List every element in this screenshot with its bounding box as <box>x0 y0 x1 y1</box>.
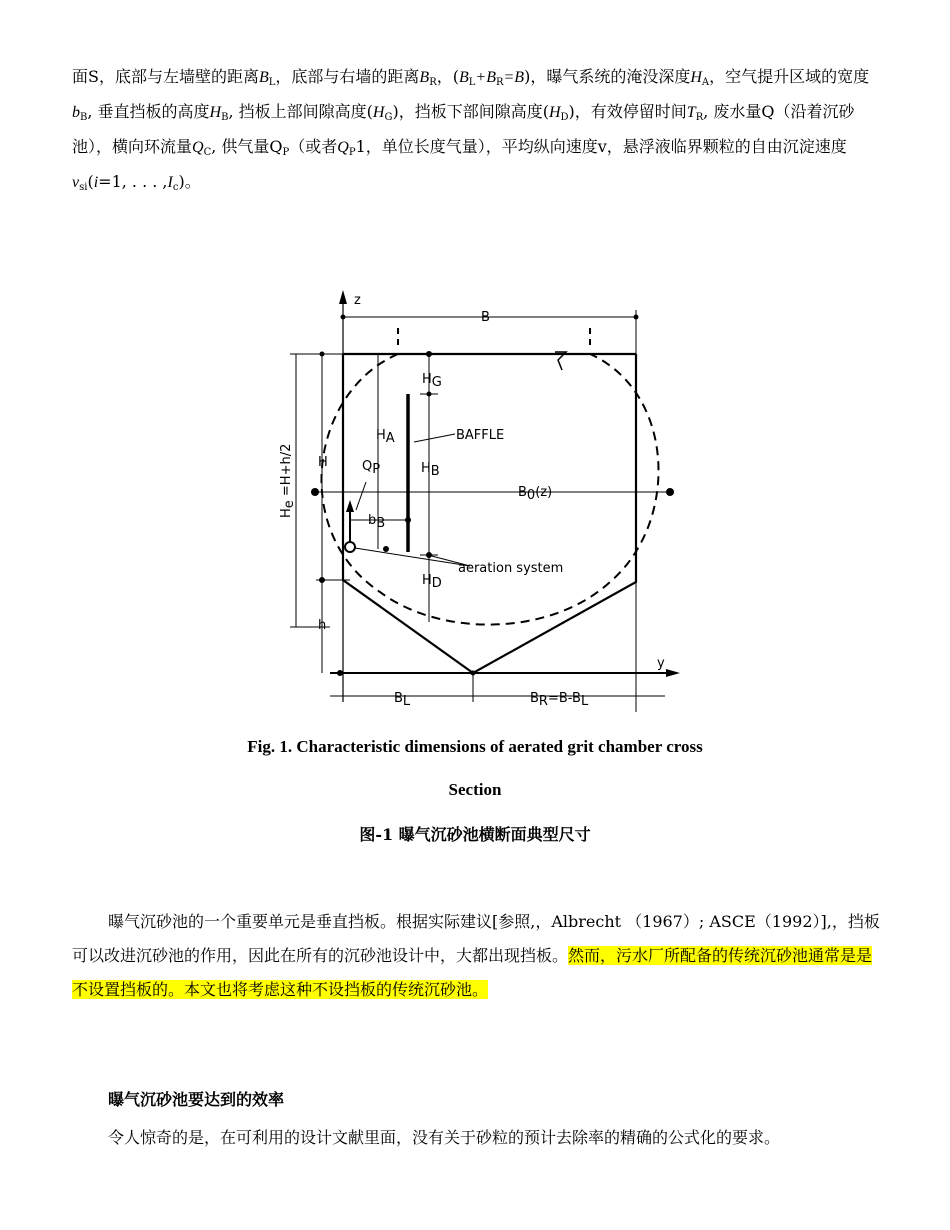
text-run: ，空气提升区域的宽度 <box>709 67 870 86</box>
label-He-sub: e <box>282 500 297 509</box>
text-run: , 挡板上部间隙高度( <box>228 102 373 121</box>
label-z: z <box>354 293 361 308</box>
symbol: Q <box>192 139 204 156</box>
circulation-path <box>321 354 658 625</box>
label-baffle: BAFFLE <box>456 428 505 443</box>
figure-caption-zh: 图-1 曝气沉砂池横断面典型尺寸 <box>359 825 591 844</box>
subscript: P <box>282 147 290 158</box>
highlighted-text: 然而，污水厂所配备的传统沉砂池通常是是不设置挡板的。本文也将考虑这种不设挡板的传统沉砂池。 <box>72 946 873 999</box>
figure-caption-en: Fig. 1. Characteristic dimensions of aerated grit chamber cross <box>247 737 703 756</box>
subscript: R <box>429 77 437 88</box>
label-bB: b <box>368 513 377 528</box>
label-BR-rest-sub: L <box>580 694 589 709</box>
svg-text:HA <box>376 428 395 446</box>
text-run: ( <box>87 172 94 191</box>
label-bB-sub: B <box>376 516 386 531</box>
y-axis-arrow <box>666 669 680 677</box>
subscript: si <box>79 182 88 193</box>
aerator-circle <box>345 542 355 552</box>
symbol: B <box>419 69 430 86</box>
label-QP: Q <box>362 459 373 474</box>
text-run: =1, . . . , <box>98 172 168 191</box>
efficiency-paragraph: 令人惊奇的是，在可利用的设计文献里面，没有关于砂粒的预计去除率的精确的公式化的要求。 <box>108 1128 781 1147</box>
subscript: P <box>348 147 356 158</box>
symbol: =B <box>503 69 525 86</box>
label-BR-rest: =B-B <box>547 691 581 706</box>
symbol: B <box>458 69 469 86</box>
subscript: B <box>80 112 88 123</box>
chamber-wall <box>343 354 636 673</box>
label-B: B <box>481 310 490 325</box>
circulation-stub <box>398 328 590 350</box>
label-BR: B <box>530 691 539 706</box>
label-HA: H <box>376 428 386 443</box>
text-run: 曝气沉砂池的一个重要单元是垂直挡板。根据实际建议[参照,，Albrecht （1967）; ASCE（1992）],，挡板可以改进沉砂池的作用，因此在所有的沉砂池设计中，大都出现挡板。 <box>72 912 880 965</box>
label-BL-sub: L <box>402 694 411 709</box>
symbol: b <box>72 104 80 121</box>
svg-text:bB <box>368 513 385 531</box>
subscript: R <box>495 77 504 88</box>
symbol: I <box>167 174 173 191</box>
subscript: B <box>221 112 229 123</box>
label-HA-sub: A <box>385 431 395 446</box>
baffle-pointer <box>414 434 455 442</box>
subscript: G <box>384 112 393 123</box>
label-HG-sub: G <box>431 375 442 390</box>
label-B0-rest: (z) <box>535 485 553 500</box>
label-HD-sub: D <box>431 576 442 591</box>
text-run: )，曝气系统的淹没深度 <box>524 67 691 86</box>
subscript: A <box>701 77 710 88</box>
symbol: H <box>372 104 385 121</box>
aeration-pointer <box>355 548 470 566</box>
symbol: B <box>258 69 269 86</box>
label-y: y <box>657 656 665 671</box>
qp-pointer <box>356 482 366 510</box>
text-run: （或者 <box>289 137 338 156</box>
label-B0: B <box>518 485 527 500</box>
subscript: L <box>268 77 276 88</box>
figure-caption-en-line2: Section <box>448 780 502 799</box>
z-axis-arrow <box>339 290 347 304</box>
svg-text:HB <box>421 461 440 479</box>
label-QP-sub: P <box>372 462 381 477</box>
text-run: , 废水量Q（沿着沉砂池），横向环流量 <box>72 102 855 156</box>
text-run: )，有效停留时间 <box>568 102 687 121</box>
svg-text:HG <box>422 372 442 390</box>
baffle-paragraph <box>72 905 880 1007</box>
subscript: D <box>560 112 569 123</box>
text-run: , 垂直挡板的高度 <box>87 102 210 121</box>
text-run: ，( <box>436 67 459 86</box>
subscript: C <box>203 147 212 158</box>
text-run: )。 <box>178 172 201 191</box>
symbol: Q <box>337 139 349 156</box>
svg-text:QP <box>362 459 380 477</box>
symbol: i <box>93 174 99 191</box>
label-B0-sub: 0 <box>526 488 536 503</box>
label-He-rest: =H+h/2 <box>279 443 294 501</box>
symbol: v <box>72 174 80 191</box>
symbol: +B <box>475 69 496 86</box>
svg-text:He =H+h/2 <box>279 444 297 518</box>
symbol: H <box>209 104 222 121</box>
label-HB-sub: B <box>430 464 440 479</box>
intro-paragraph <box>72 60 880 200</box>
text-run: 1，单位长度气量），平均纵向速度v，悬浮液临界颗粒的自由沉淀速度 <box>355 137 847 156</box>
label-h: h <box>318 618 327 633</box>
subscript: L <box>468 77 476 88</box>
symbol: H <box>690 69 702 86</box>
symbol: H <box>548 104 561 121</box>
label-HG: H <box>422 372 432 387</box>
svg-text:BR=B-BL <box>530 691 589 709</box>
label-aeration-system: aeration system <box>458 561 564 576</box>
subscript: c <box>172 182 179 193</box>
text-run: 面S，底部与左墙壁的距离 <box>72 67 259 86</box>
text-run: ，底部与右墙的距离 <box>275 67 420 86</box>
label-He: H <box>279 508 294 518</box>
section-heading: 曝气沉砂池要达到的效率 <box>108 1090 285 1109</box>
label-HD: H <box>422 573 432 588</box>
symbol: T <box>686 104 696 121</box>
label-BL: B <box>394 691 403 706</box>
subscript: R <box>695 112 704 123</box>
grit-chamber-diagram <box>270 282 690 720</box>
label-BR-sub: R <box>538 694 548 709</box>
svg-text:HD <box>422 573 442 591</box>
svg-text:BL <box>394 691 411 709</box>
label-H: H <box>318 455 328 470</box>
text-run: , 供气量Q <box>211 137 283 156</box>
text-run: )，挡板下部间隙高度( <box>392 102 549 121</box>
svg-text:B0(z) <box>518 485 552 503</box>
label-HB: H <box>421 461 431 476</box>
